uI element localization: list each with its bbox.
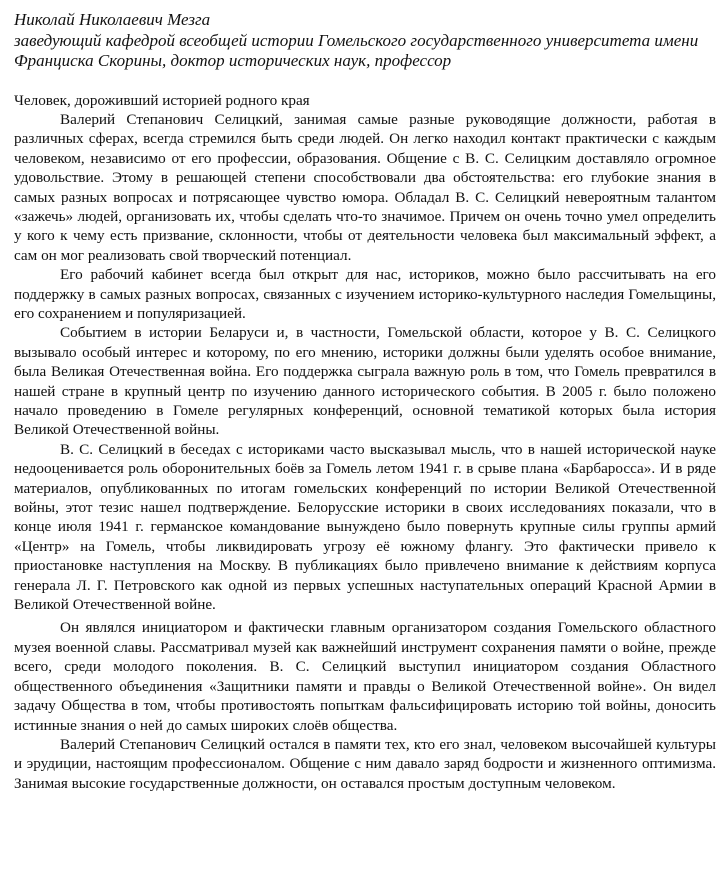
paragraph-4: В. С. Селицкий в беседах с историками часто высказывал мысль, что в нашей исторической науке недооценивается роль оборонительных боёв за Гомель летом 1941 г. в срыве плана «Барбаросса». И в ряде материалов, опубликованных по итогам гомельских конференций по истории Великой Отечественной войны, этот тезис нашел подтверждение. Белорусские историки в своих исследованиях показали, что в конце июля 1941 г. германское командование вынуждено было повернуть крупные силы группы армий «Центр» на Гомель, чтобы ликвидировать угрозу её южному флангу. Это фактически привело к приостановке наступления на Москву. В публикациях было привлечено внимание к действиям корпуса генерала Л. Г. Петровского как одной из первых успешных наступательных операций Красной Армии в Великой Отечественной войне. — [14, 440, 716, 614]
paragraph-6: Валерий Степанович Селицкий остался в памяти тех, кто его знал, человеком высочайшей культуры и эрудиции, настоящим профессионалом. Общение с ним давало заряд бодрости и жизненного оптимизма. Занимая высокие государственные должности, он оставался простым доступным человеком. — [14, 735, 716, 792]
author-name: Николай Николаевич Мезга — [14, 10, 211, 29]
paragraph-1: Валерий Степанович Селицкий, занимая самые разные руководящие должности, работая в различных сферах, всегда стремился быть среди людей. Он легко находил контакт практически с каждым человеком, независимо от его профессии, образования. Общение с В. С. Селицким доставляло огромное удовольствие. Этому в решающей степени способствовали два обстоятельства: его глубокие знания в самых разных вопросах и потрясающее чувство юмора. Обладал В. С. Селицкий невероятным талантом «зажечь» людей, организовать их, чтобы сделать что-то значимое. Причем он очень точно умел определить у кого к чему есть призвание, склонности, чтобы от деятельности человека был максимальный эффект, а сам он мог реализовать свой творческий потенциал. — [14, 110, 716, 264]
author-position: заведующий кафедрой всеобщей истории Гомельского государственного университета имени Франциска Скорины, доктор исторических наук, профессор — [14, 30, 699, 70]
article-title: Человек, дороживший историей родного края — [14, 91, 310, 109]
paragraph-3: Событием в истории Беларуси и, в частности, Гомельской области, которое у В. С. Селицкого вызывало особый интерес и которому, по его мнению, историки должны были уделять особое внимание, была Великая Отечественная война. Его поддержка сыграла важную роль в том, что Гомель превратился в нашей стране в крупный центр по изучению данного исторического события. В 2005 г. было положено начало проведению в Гомеле регулярных конференций, основной тематикой которых была история Великой Отечественной войны. — [14, 324, 716, 439]
paragraph-5: Он являлся инициатором и фактически главным организатором создания Гомельского областного музея военной славы. Рассматривал музей как важнейший инструмент сохранения памяти о войне, прежде всего, среди молодого поколения. В. С. Селицкий выступил инициатором создания Областного общественного объединения «Защитники памяти и правды о Великой Отечественной войне». Он видел задачу Общества в том, чтобы противостоять попыткам фальсифицировать историю той войны, доносить истинные знания о ней до самых широких слоёв общества. — [14, 619, 716, 734]
paragraph-2: Его рабочий кабинет всегда был открыт для нас, историков, можно было рассчитывать на его поддержку в самых разных вопросах, связанных с изучением историко-культурного наследия Гомельщины, его сохранением и популяризацией. — [14, 266, 716, 322]
